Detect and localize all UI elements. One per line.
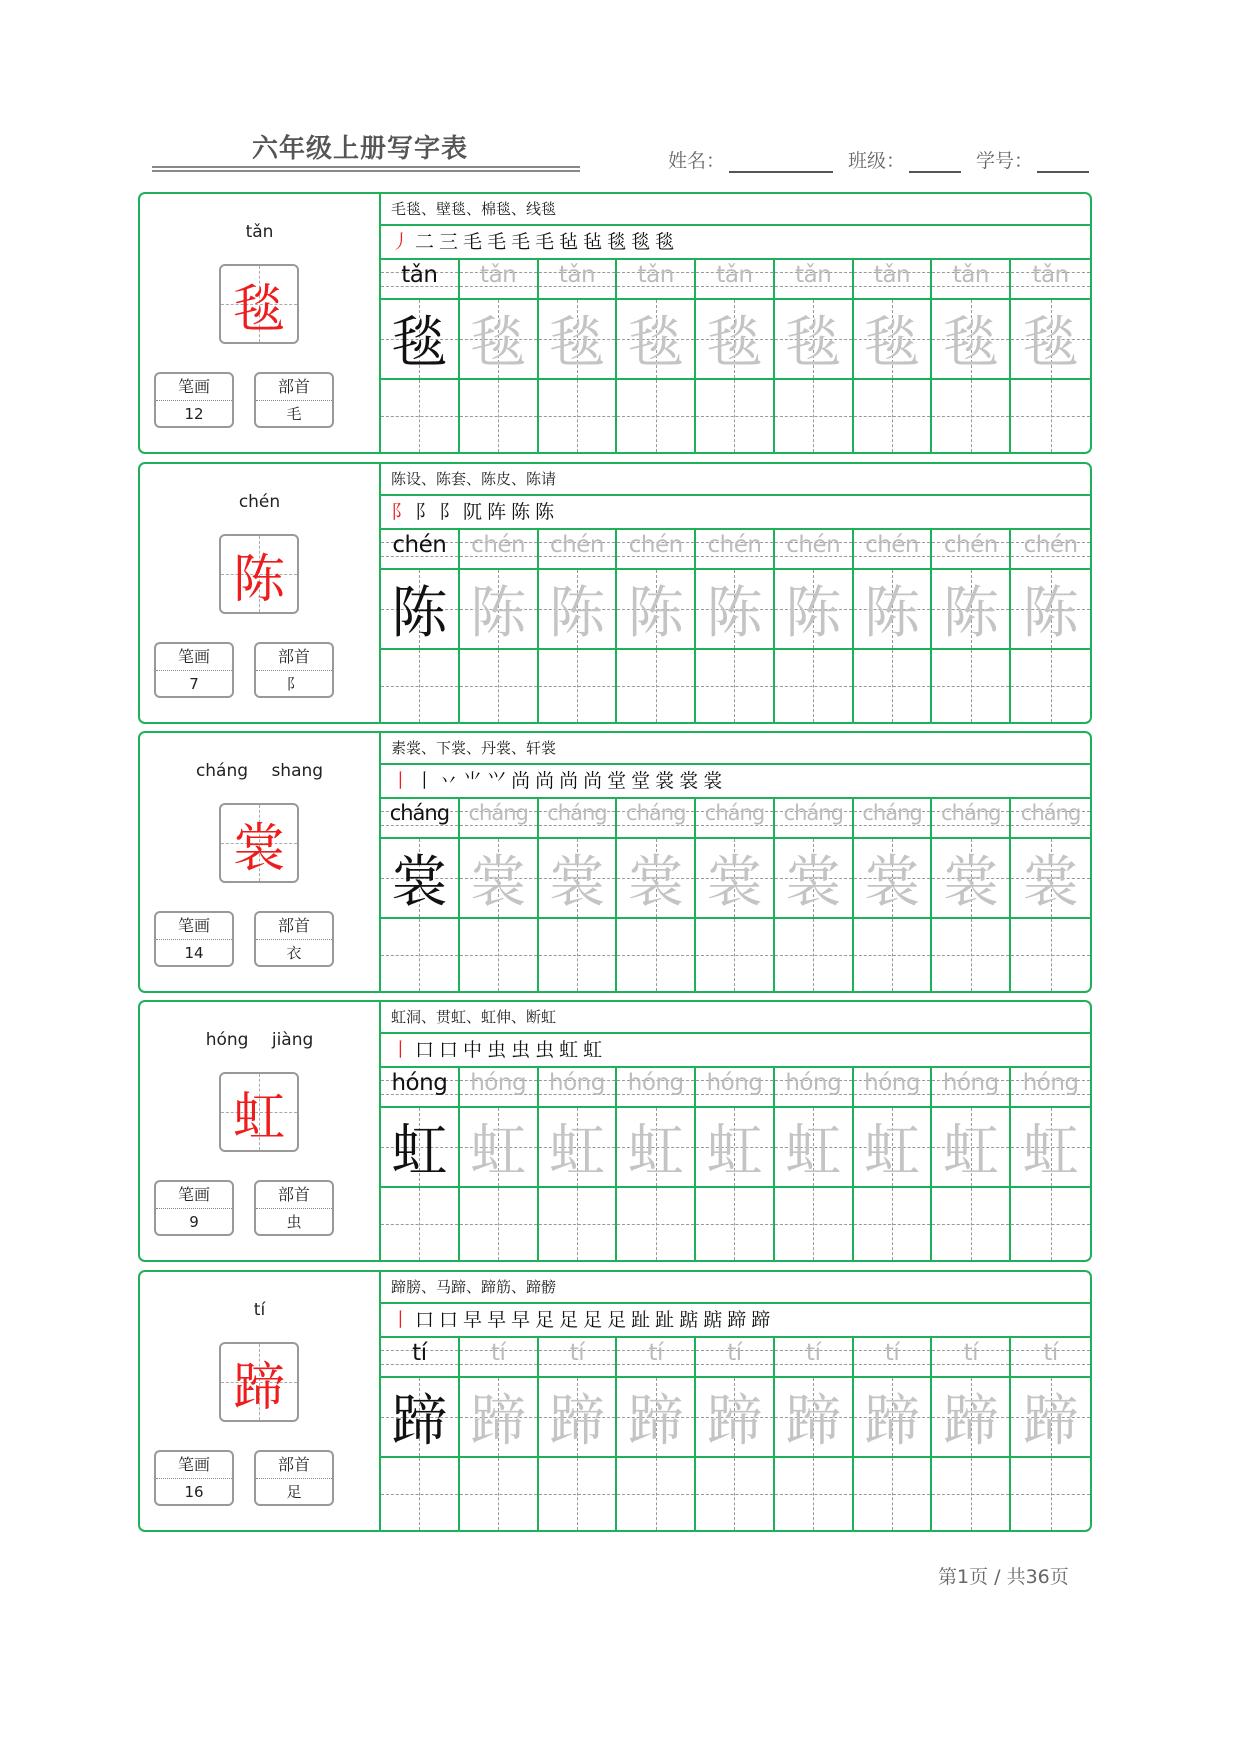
blank-practice-row [381,919,1090,991]
character-trace-cell[interactable]: 毯 [854,300,933,378]
pinyin-trace-cell[interactable]: tǎn [696,260,775,298]
character-info-panel [140,464,381,722]
class-blank[interactable] [909,149,961,173]
pinyin-trace-cell[interactable]: chén [775,530,854,568]
student-id-label: 学号： [976,150,1034,172]
stroke-step: 丨 [391,1039,412,1061]
character-trace-cell[interactable]: 虹 [617,1108,696,1186]
practice-cell[interactable] [696,919,775,991]
practice-cell[interactable] [932,1188,1011,1260]
character-trace-cell[interactable]: 陈 [539,570,618,648]
character-row [381,1378,1090,1458]
practice-cell[interactable] [696,650,775,722]
stroke-count-box [154,1180,234,1236]
example-words: 毛毯、壁毯、棉毯、线毯 [381,194,1090,226]
practice-cell[interactable] [460,919,539,991]
character-trace-cell[interactable]: 毯 [696,300,775,378]
character-trace-cell[interactable]: 陈 [696,570,775,648]
character-block [138,731,1092,993]
practice-cell[interactable] [381,1458,460,1530]
stroke-step: 毯 [607,231,628,253]
pinyin-trace-cell[interactable]: cháng [1011,799,1090,837]
character-trace-cell[interactable]: 毯 [539,300,618,378]
pinyin-trace-cell[interactable]: cháng [460,799,539,837]
practice-cell[interactable] [539,380,618,452]
stroke-step: 虫 [487,1039,508,1061]
pinyin-trace-cell[interactable]: hóng [1011,1068,1090,1106]
pinyin-label: tǎn [245,222,274,242]
character-trace-cell[interactable]: 陈 [617,570,696,648]
blank-practice-row [381,1458,1090,1530]
pinyin-trace-cell[interactable]: cháng [696,799,775,837]
title-underline [152,166,580,168]
character-trace-cell[interactable]: 陈 [775,570,854,648]
stroke-step: 足 [583,1309,604,1331]
class-field [848,146,961,173]
stroke-step: 裳 [655,770,676,792]
pinyin-trace-cell[interactable]: hóng [854,1068,933,1106]
character-trace-cell[interactable]: 毯 [617,300,696,378]
pinyin-trace-cell[interactable]: chén [1011,530,1090,568]
practice-cell[interactable] [460,1188,539,1260]
character-trace-cell[interactable]: 毯 [1011,300,1090,378]
character-trace-cell[interactable]: 虹 [854,1108,933,1186]
stroke-step: 毡 [559,231,580,253]
stroke-step: 口 [415,1039,436,1061]
character-trace-cell[interactable]: 蹄 [617,1378,696,1456]
pinyin-trace-cell[interactable]: tí [696,1338,775,1376]
practice-cell[interactable] [617,1188,696,1260]
practice-cell[interactable] [617,919,696,991]
pinyin-model-cell[interactable]: tǎn [381,260,460,298]
pinyin-trace-cell[interactable]: tǎn [854,260,933,298]
stroke-step: 蹄 [751,1309,772,1331]
character-row [381,1108,1090,1188]
practice-cell[interactable] [617,650,696,722]
pinyin-trace-cell[interactable]: tǎn [460,260,539,298]
pinyin-label: tí [253,1300,266,1320]
stroke-step: 裳 [679,770,700,792]
stroke-count-label: 笔画 [156,374,232,401]
practice-cell[interactable] [381,1188,460,1260]
pinyin-label: cháng shang [195,761,324,781]
stroke-step: 毛 [487,231,508,253]
practice-cell[interactable] [381,650,460,722]
character-trace-cell[interactable]: 毯 [460,300,539,378]
featured-character-box [219,534,299,614]
example-words: 陈设、陈套、陈皮、陈请 [381,464,1090,496]
name-label: 姓名： [668,150,726,172]
stroke-step: 毯 [655,231,676,253]
pinyin-trace-cell[interactable]: tí [460,1338,539,1376]
stroke-step: 毛 [511,231,532,253]
featured-character: 虹 [232,1087,285,1148]
practice-cell[interactable] [460,380,539,452]
stroke-order-row [381,1034,1090,1068]
stroke-step: 足 [559,1309,580,1331]
pinyin-trace-cell[interactable]: hóng [696,1068,775,1106]
practice-cell[interactable] [696,1458,775,1530]
pinyin-row [381,1338,1090,1378]
stroke-step: 毛 [535,231,556,253]
featured-character: 裳 [232,818,285,879]
pinyin-row [381,530,1090,570]
practice-cell[interactable] [1011,380,1090,452]
character-info-panel [140,733,381,991]
stroke-step: 虫 [535,1039,556,1061]
character-trace-cell[interactable]: 陈 [932,570,1011,648]
practice-cell[interactable] [617,380,696,452]
character-model-cell[interactable]: 虹 [381,1108,460,1186]
student-id-field [976,146,1089,173]
radical-box [254,911,334,967]
character-info-panel [140,194,381,452]
page-header [0,0,1240,180]
radical-value: 毛 [286,405,302,423]
practice-cell[interactable] [775,380,854,452]
character-trace-cell[interactable]: 虹 [932,1108,1011,1186]
character-trace-cell[interactable]: 陈 [1011,570,1090,648]
stroke-step: 尚 [535,770,556,792]
example-words: 虹洞、贯虹、虹伸、断虹 [381,1002,1090,1034]
practice-cell[interactable] [381,380,460,452]
radical-label: 部首 [256,1452,332,1479]
blank-practice-row [381,650,1090,722]
character-block [138,1270,1092,1532]
stroke-count-box [154,372,234,428]
stroke-step: 阵 [487,501,508,523]
stroke-count-box [154,911,234,967]
class-label: 班级： [848,150,906,172]
radical-value: 衣 [286,944,302,962]
character-trace-cell[interactable]: 虹 [539,1108,618,1186]
character-trace-cell[interactable]: 虹 [1011,1108,1090,1186]
stroke-step: 中 [463,1039,484,1061]
radical-label: 部首 [256,1182,332,1209]
stroke-step: 早 [487,1309,508,1331]
practice-cell[interactable] [1011,919,1090,991]
practice-cell[interactable] [696,1188,775,1260]
stroke-step: 丨 [391,1309,412,1331]
radical-box [254,1450,334,1506]
pinyin-trace-cell[interactable]: hóng [775,1068,854,1106]
character-trace-cell[interactable]: 陈 [460,570,539,648]
pinyin-trace-cell[interactable]: tǎn [1011,260,1090,298]
pinyin-trace-cell[interactable]: chén [460,530,539,568]
stroke-step: 尚 [583,770,604,792]
stroke-count-label: 笔画 [156,644,232,671]
name-blank[interactable] [729,149,833,173]
stroke-step: 丨 [391,770,412,792]
pinyin-trace-cell[interactable]: tǎn [775,260,854,298]
stroke-step: 早 [463,1309,484,1331]
pinyin-trace-cell[interactable]: chén [539,530,618,568]
pinyin-trace-cell[interactable]: cháng [932,799,1011,837]
page-title: 六年级上册写字表 [252,134,469,164]
pinyin-trace-cell[interactable]: cháng [617,799,696,837]
pinyin-model-cell[interactable]: tí [381,1338,460,1376]
featured-character: 陈 [232,549,285,610]
character-trace-cell[interactable]: 裳 [1011,839,1090,917]
practice-cell[interactable] [696,380,775,452]
stroke-count-value: 14 [184,944,204,962]
stroke-step: 虫 [511,1039,532,1061]
practice-cell[interactable] [775,650,854,722]
practice-cell[interactable] [381,919,460,991]
stroke-step: 阝 [391,501,412,523]
stroke-step: 裳 [703,770,724,792]
stroke-order-row [381,765,1090,799]
practice-cell[interactable] [539,1458,618,1530]
pinyin-trace-cell[interactable]: tí [932,1338,1011,1376]
practice-cell[interactable] [539,650,618,722]
example-words: 素裳、下裳、丹裳、轩裳 [381,733,1090,765]
stroke-step: 早 [511,1309,532,1331]
stroke-step: 口 [439,1039,460,1061]
stroke-step: 丷 [439,770,460,792]
character-trace-cell[interactable]: 裳 [932,839,1011,917]
featured-character-box [219,1072,299,1152]
stroke-count-label: 笔画 [156,1182,232,1209]
pinyin-trace-cell[interactable]: chén [932,530,1011,568]
radical-value: 虫 [286,1213,302,1231]
pinyin-trace-cell[interactable]: tǎn [617,260,696,298]
stroke-order-row [381,496,1090,530]
stroke-step: 丨 [415,770,436,792]
character-model-cell[interactable]: 裳 [381,839,460,917]
character-trace-cell[interactable]: 裳 [696,839,775,917]
practice-cell[interactable] [539,1188,618,1260]
radical-box [254,372,334,428]
pinyin-trace-cell[interactable]: chén [617,530,696,568]
stroke-step: 阢 [463,501,484,523]
practice-cell[interactable] [932,650,1011,722]
practice-cell[interactable] [854,380,933,452]
stroke-step: 踮 [703,1309,724,1331]
character-info-panel [140,1002,381,1260]
character-trace-cell[interactable]: 陈 [854,570,933,648]
character-trace-cell[interactable]: 蹄 [775,1378,854,1456]
stroke-step: 阝 [415,501,436,523]
pinyin-row [381,1068,1090,1108]
stroke-step: 踮 [679,1309,700,1331]
pinyin-model-cell[interactable]: cháng [381,799,460,837]
practice-cell[interactable] [775,1458,854,1530]
radical-label: 部首 [256,913,332,940]
pinyin-trace-cell[interactable]: cháng [539,799,618,837]
stroke-step: 蹄 [727,1309,748,1331]
radical-box [254,642,334,698]
page-number: 第1页 / 共36页 [938,1566,1069,1588]
featured-character-box [219,264,299,344]
character-trace-cell[interactable]: 蹄 [932,1378,1011,1456]
stroke-step: 口 [439,1309,460,1331]
radical-label: 部首 [256,644,332,671]
character-trace-cell[interactable]: 裳 [617,839,696,917]
stroke-step: 足 [535,1309,556,1331]
stroke-step: 尚 [559,770,580,792]
practice-grid [381,1272,1090,1530]
character-trace-cell[interactable]: 蹄 [460,1378,539,1456]
stroke-step: 毡 [583,231,604,253]
stroke-step: 堂 [607,770,628,792]
stroke-step: 三 [439,231,460,253]
title-underline-secondary [152,170,580,172]
student-id-blank[interactable] [1037,149,1089,173]
character-trace-cell[interactable]: 裳 [775,839,854,917]
practice-cell[interactable] [932,380,1011,452]
practice-grid [381,733,1090,991]
stroke-count-box [154,1450,234,1506]
character-trace-cell[interactable]: 蹄 [539,1378,618,1456]
character-trace-cell[interactable]: 蹄 [854,1378,933,1456]
practice-cell[interactable] [460,1458,539,1530]
stroke-step: 虹 [583,1039,604,1061]
practice-cell[interactable] [775,1188,854,1260]
pinyin-trace-cell[interactable]: tǎn [932,260,1011,298]
pinyin-trace-cell[interactable]: tí [1011,1338,1090,1376]
stroke-count-value: 12 [184,405,204,423]
pinyin-trace-cell[interactable]: chén [696,530,775,568]
practice-cell[interactable] [854,1188,933,1260]
character-model-cell[interactable]: 蹄 [381,1378,460,1456]
character-row [381,300,1090,380]
pinyin-trace-cell[interactable]: tí [539,1338,618,1376]
stroke-count-label: 笔画 [156,1452,232,1479]
stroke-count-box [154,642,234,698]
pinyin-trace-cell[interactable]: hóng [932,1068,1011,1106]
stroke-order-row [381,1304,1090,1338]
pinyin-trace-cell[interactable]: tí [854,1338,933,1376]
character-block [138,1000,1092,1262]
practice-cell[interactable] [932,919,1011,991]
stroke-count-label: 笔画 [156,913,232,940]
pinyin-row [381,260,1090,300]
stroke-count-value: 7 [189,675,199,693]
stroke-step: 陈 [535,501,556,523]
character-model-cell[interactable]: 毯 [381,300,460,378]
stroke-step: 趾 [655,1309,676,1331]
stroke-step: 毛 [463,231,484,253]
character-block [138,192,1092,454]
practice-cell[interactable] [617,1458,696,1530]
pinyin-trace-cell[interactable]: tí [775,1338,854,1376]
example-words: 蹄膀、马蹄、蹄筋、蹄髈 [381,1272,1090,1304]
practice-cell[interactable] [460,650,539,722]
practice-cell[interactable] [1011,1188,1090,1260]
featured-character: 蹄 [232,1357,285,1418]
pinyin-trace-cell[interactable]: cháng [854,799,933,837]
stroke-step: ⺌ [463,770,484,792]
pinyin-trace-cell[interactable]: hóng [539,1068,618,1106]
practice-cell[interactable] [1011,1458,1090,1530]
pinyin-label: hóng jiàng [205,1030,314,1050]
character-info-panel [140,1272,381,1530]
stroke-step: 陈 [511,501,532,523]
practice-cell[interactable] [1011,650,1090,722]
pinyin-trace-cell[interactable]: chén [854,530,933,568]
character-trace-cell[interactable]: 裳 [460,839,539,917]
practice-cell[interactable] [854,919,933,991]
stroke-step: 尚 [511,770,532,792]
character-trace-cell[interactable]: 毯 [932,300,1011,378]
pinyin-trace-cell[interactable]: hóng [617,1068,696,1106]
radical-box [254,1180,334,1236]
blank-practice-row [381,380,1090,452]
stroke-step: 二 [415,231,436,253]
name-field [668,146,833,173]
radical-value: 阝 [286,675,302,693]
stroke-count-value: 16 [184,1483,204,1501]
featured-character-box [219,803,299,883]
stroke-order-row [381,226,1090,260]
radical-label: 部首 [256,374,332,401]
practice-grid [381,464,1090,722]
featured-character: 毯 [232,279,285,340]
practice-cell[interactable] [539,919,618,991]
pinyin-trace-cell[interactable]: tǎn [539,260,618,298]
character-row [381,839,1090,919]
pinyin-trace-cell[interactable]: tí [617,1338,696,1376]
stroke-step: 毯 [631,231,652,253]
practice-cell[interactable] [932,1458,1011,1530]
stroke-step: 趾 [631,1309,652,1331]
pinyin-model-cell[interactable]: hóng [381,1068,460,1106]
pinyin-trace-cell[interactable]: cháng [775,799,854,837]
pinyin-model-cell[interactable]: chén [381,530,460,568]
featured-character-box [219,1342,299,1422]
radical-value: 足 [286,1483,302,1501]
stroke-count-value: 9 [189,1213,199,1231]
character-trace-cell[interactable]: 虹 [775,1108,854,1186]
pinyin-trace-cell[interactable]: hóng [460,1068,539,1106]
stroke-step: 堂 [631,770,652,792]
pinyin-label: chén [238,492,281,512]
character-block [138,462,1092,724]
practice-cell[interactable] [775,919,854,991]
character-trace-cell[interactable]: 虹 [696,1108,775,1186]
character-row [381,570,1090,650]
character-trace-cell[interactable]: 裳 [854,839,933,917]
pinyin-row [381,799,1090,839]
stroke-step: 阝 [439,501,460,523]
stroke-step: 虹 [559,1039,580,1061]
practice-grid [381,194,1090,452]
character-trace-cell[interactable]: 裳 [539,839,618,917]
character-trace-cell[interactable]: 毯 [775,300,854,378]
stroke-step: 口 [415,1309,436,1331]
blank-practice-row [381,1188,1090,1260]
character-trace-cell[interactable]: 蹄 [1011,1378,1090,1456]
character-trace-cell[interactable]: 蹄 [696,1378,775,1456]
practice-grid [381,1002,1090,1260]
practice-cell[interactable] [854,1458,933,1530]
stroke-step: 足 [607,1309,628,1331]
character-trace-cell[interactable]: 虹 [460,1108,539,1186]
practice-cell[interactable] [854,650,933,722]
stroke-step: 丿 [391,231,412,253]
stroke-step: ⺍ [487,770,508,792]
character-model-cell[interactable]: 陈 [381,570,460,648]
